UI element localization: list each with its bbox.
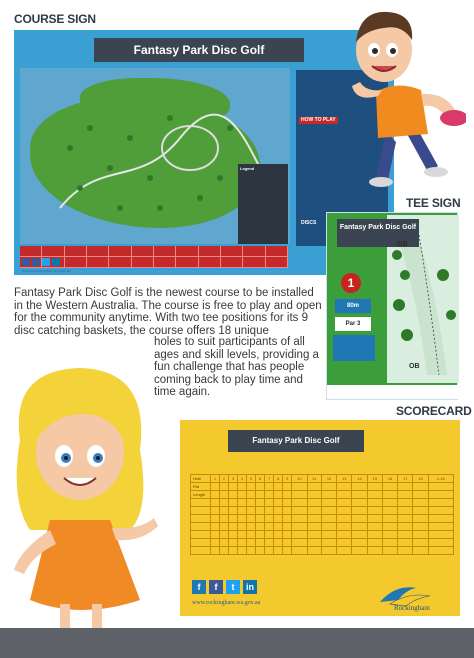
scorecard-title: Fantasy Park Disc Golf: [228, 430, 364, 452]
hole-cell: 14: [352, 475, 367, 483]
description-part-b: holes to suit participants of all ages and skill levels, providing a fun challenge that has people coming back to play time and time again.: [154, 336, 319, 398]
hole-cell: 4: [238, 475, 247, 483]
tee-par: Par 3: [335, 317, 371, 331]
linkedin-icon: in: [243, 580, 257, 594]
hole-cell: 13: [337, 475, 352, 483]
hole-cell: 6: [256, 475, 265, 483]
course-hole-table: [20, 246, 288, 268]
how-to-play-heading: HOW TO PLAY: [301, 117, 336, 123]
boy-illustration: [326, 2, 466, 192]
hole-cell: 1: [211, 475, 220, 483]
scorecard-label: SCORECARD: [396, 404, 472, 418]
course-sign-label: COURSE SIGN: [14, 12, 96, 26]
scorecard-table: [190, 474, 454, 555]
row-label-length: Length: [191, 491, 211, 499]
hole-cell: 10: [292, 475, 307, 483]
tee-sign-title: Fantasy Park Disc Golf: [337, 219, 419, 247]
footer-bar: [0, 628, 474, 658]
course-sign-title: Fantasy Park Disc Golf: [94, 38, 304, 62]
girl-illustration: [0, 360, 170, 635]
hole-cell: 2: [220, 475, 229, 483]
hole-cell: 15: [367, 475, 382, 483]
hole-cell: 12: [321, 475, 336, 483]
scorecard-url: www.rockingham.wa.gov.au: [192, 600, 261, 606]
hole-cell: 9: [283, 475, 292, 483]
scorecard-length-row: [191, 491, 454, 499]
hole-cell: 7: [265, 475, 274, 483]
course-sign-url: www.rockingham.wa.gov.au: [22, 268, 72, 273]
hole-cell: 8: [274, 475, 283, 483]
hole-cell: 18: [413, 475, 428, 483]
row-label-hole: Hole: [191, 475, 211, 483]
course-sign-social: [22, 258, 60, 266]
hole-cell: 5: [247, 475, 256, 483]
legend-title: Legend: [240, 166, 255, 171]
tee-sign-image: [326, 212, 458, 400]
hole-cell: 3: [229, 475, 238, 483]
tee-distance: 80m: [335, 299, 371, 313]
row-label-par: Par: [191, 483, 211, 491]
facebook-square-icon: f: [209, 580, 223, 594]
tee-sign-label: TEE SIGN: [406, 196, 461, 210]
tee-ob-top: OB: [397, 241, 408, 248]
facebook-icon: f: [192, 580, 206, 594]
tee-sign-footer: [327, 385, 459, 399]
tee-hole-number: 1: [341, 273, 361, 293]
scorecard-social-icons: [192, 580, 257, 594]
scorecard-hole-row: [191, 475, 454, 483]
map-legend: [238, 164, 288, 244]
description-part-a: Fantasy Park Disc Golf is the newest course to be installed in the Western Australia. The course is free to play and open for the community anytime. With two tee positions for its 9 disc catching baskets, the course offers 18 unique: [14, 287, 322, 337]
scorecard-image: [180, 420, 460, 616]
rockingham-logo-text: Rockingham: [394, 604, 430, 612]
twitter-icon: t: [226, 580, 240, 594]
tee-notice: [333, 335, 375, 361]
discs-heading: DISCS: [301, 220, 317, 226]
hole-cell: 16: [382, 475, 397, 483]
tee-ob-bottom: OB: [409, 363, 420, 370]
hole-cell: 17: [398, 475, 413, 483]
hole-cell: 11: [307, 475, 321, 483]
scorecard-par-row: [191, 483, 454, 491]
hole-cell: 1-18: [428, 475, 453, 483]
